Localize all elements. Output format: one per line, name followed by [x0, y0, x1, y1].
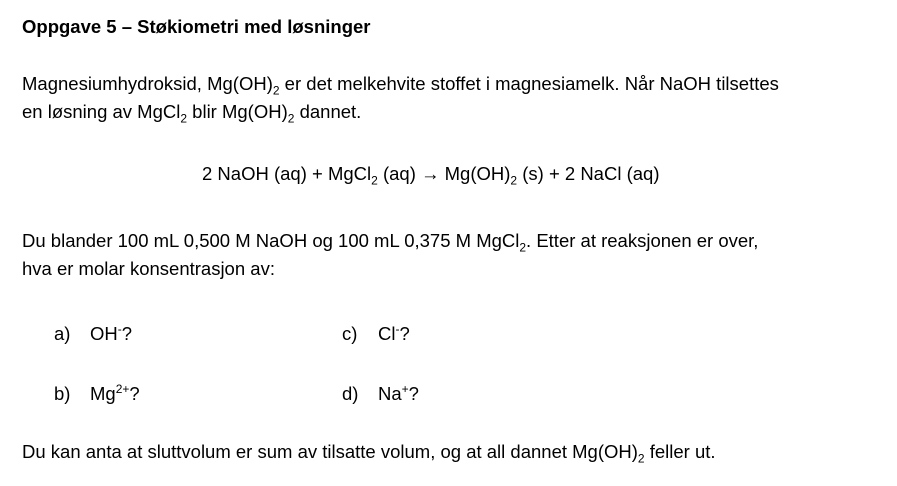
question-mark: ?: [399, 323, 410, 344]
intro-text: dannet.: [294, 101, 362, 122]
question-paragraph: [22, 227, 882, 283]
document: [22, 14, 882, 466]
answer-letter: a): [54, 323, 71, 344]
answer-row: [22, 380, 882, 408]
charge: +: [401, 381, 409, 396]
equation-text: (aq) → Mg(OH): [377, 163, 511, 184]
subscript: 2: [510, 173, 518, 188]
species: OH: [90, 323, 118, 344]
answer-item-c: [342, 320, 410, 348]
charge: -: [117, 321, 122, 336]
intro-text: er det melkehvite stoffet i magnesiamelk. Når NaOH tilsettes: [279, 73, 779, 94]
question-mark: ?: [408, 383, 419, 404]
intro-line-2: [22, 98, 882, 126]
question-text: . Etter at reaksjonen er over,: [526, 230, 759, 251]
intro-text: blir Mg(OH): [187, 101, 288, 122]
question-text: Du blander 100 mL 0,500 M NaOH og 100 mL 0,375 M MgCl: [22, 230, 520, 251]
intro-text: Magnesiumhydroksid, Mg(OH): [22, 73, 273, 94]
answer-row: [22, 320, 882, 348]
subscript: 2: [519, 240, 527, 255]
species: Mg: [90, 383, 116, 404]
charge: -: [395, 321, 400, 336]
answer-item-d: [342, 380, 419, 408]
footer-text: Du kan anta at sluttvolum er sum av tilsatte volum, og at all dannet Mg(OH): [22, 441, 638, 462]
answer-letter: c): [342, 323, 358, 344]
answer-item-a: [54, 320, 132, 348]
footer-note: [22, 438, 882, 466]
subscript: 2: [287, 111, 295, 126]
subscript: 2: [637, 451, 645, 466]
intro-text: en løsning av MgCl: [22, 101, 181, 122]
intro-paragraph: [22, 70, 882, 126]
intro-line-1: [22, 70, 882, 98]
question-line-2: hva er molar konsentrasjon av:: [22, 258, 275, 279]
answer-letter: d): [342, 383, 359, 404]
footer-text: feller ut.: [644, 441, 716, 462]
task-title: Oppgave 5 – Støkiometri med løsninger: [22, 16, 371, 37]
answer-item-b: [54, 380, 140, 408]
subscript: 2: [371, 173, 378, 188]
answer-list: [22, 320, 882, 408]
subscript: 2: [180, 111, 188, 126]
species: Na: [378, 383, 402, 404]
question-mark: ?: [121, 323, 133, 344]
answer-letter: b): [54, 383, 71, 404]
question-line-1: [22, 227, 882, 255]
charge: 2+: [115, 381, 130, 396]
question-mark: ?: [129, 383, 140, 404]
species: Cl: [378, 323, 396, 344]
chemical-equation: [22, 160, 882, 188]
equation-text: 2 NaOH (aq) + MgCl: [202, 163, 372, 184]
subscript: 2: [272, 83, 280, 98]
equation-text: (s) + 2 NaCl (aq): [517, 163, 660, 184]
